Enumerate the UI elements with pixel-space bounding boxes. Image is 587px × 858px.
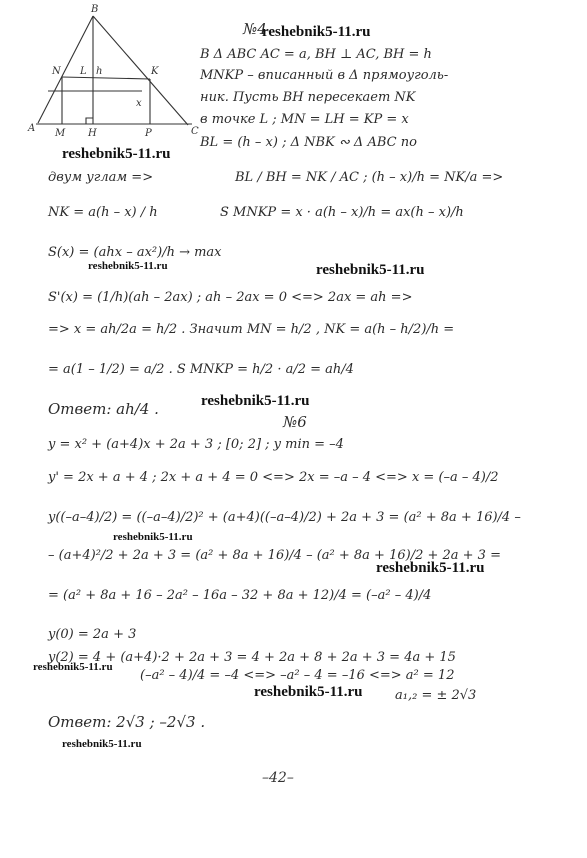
problem4-given-3: ник. Пусть BH пересекает NK xyxy=(200,90,416,105)
problem4-given-4: в точке L ; MN = LH = KP = x xyxy=(200,112,409,127)
side-nk xyxy=(62,77,150,79)
label-h: H xyxy=(88,128,97,139)
label-m: M xyxy=(55,128,66,139)
problem4-s-function: S(x) = (ahx – ax²)/h → max xyxy=(48,245,222,260)
problem6-eval-2: – (a+4)²/2 + 2a + 3 = (a² + 8a + 16)/4 – (a² + 8a + 16)/2 + 2a + 3 = xyxy=(48,548,501,563)
problem4-number: №4 xyxy=(243,20,267,38)
problem6-solve: (–a² – 4)/4 = –4 <=> –a² – 4 = –16 <=> a² = 12 xyxy=(140,668,455,683)
label-height: h xyxy=(96,66,103,77)
problem4-derivative: S'(x) = (1/h)(ah – 2ax) ; ah – 2ax = 0 <=> 2ax = ah => xyxy=(48,290,413,305)
problem4-x-value: => x = ah/2a = h/2 . Значит MN = h/2 , NK = a(h – h/2)/h = xyxy=(48,322,455,337)
problem6-y0: y(0) = 2a + 3 xyxy=(48,627,137,642)
label-a: A xyxy=(28,123,36,134)
problem6-derivative: y' = 2x + a + 4 ; 2x + a + 4 = 0 <=> 2x = –a – 4 <=> x = (–a – 4)/2 xyxy=(48,470,499,485)
problem6-answer: Ответ: 2√3 ; –2√3 . xyxy=(48,713,206,731)
watermark-10: reshebnik5-11.ru xyxy=(62,738,142,750)
label-l: L xyxy=(80,66,87,77)
problem4-given-5: BL = (h – x) ; Δ NBK ∾ Δ ABC по xyxy=(200,135,417,150)
problem4-answer: Ответ: ah/4 . xyxy=(48,400,159,418)
watermark-7: reshebnik5-11.ru xyxy=(376,560,485,576)
problem4-given-2: MNKP – вписанный в Δ прямоуголь- xyxy=(200,68,449,83)
label-k: K xyxy=(151,66,159,77)
label-n: N xyxy=(52,66,61,77)
problem6-function: y = x² + (a+4)x + 2a + 3 ; [0; 2] ; y min = –4 xyxy=(48,437,344,452)
problem4-nk-value: = a(1 – 1/2) = a/2 . S MNKP = h/2 · a/2 = ah/4 xyxy=(48,362,354,377)
problem4-nk-formula: NK = a(h – x) / h xyxy=(48,205,158,220)
watermark-2: reshebnik5-11.ru xyxy=(62,146,171,162)
right-angle-mark xyxy=(86,118,93,124)
label-b: B xyxy=(91,4,99,15)
problem4-given-1: В Δ ABC AC = a, BH ⊥ AC, BH = h xyxy=(200,47,432,62)
watermark-9: reshebnik5-11.ru xyxy=(254,684,363,700)
problem4-area-formula: S MNKP = x · a(h – x)/h = ax(h – x)/h xyxy=(220,205,464,220)
label-x: x xyxy=(136,98,142,109)
watermark-3: reshebnik5-11.ru xyxy=(88,260,168,272)
watermark-5: reshebnik5-11.ru xyxy=(201,393,310,409)
watermark-4: reshebnik5-11.ru xyxy=(316,262,425,278)
problem4-ratio: BL / BH = NK / AC ; (h – x)/h = NK/a => xyxy=(235,170,504,185)
watermark-8: reshebnik5-11.ru xyxy=(33,661,113,673)
label-c: C xyxy=(191,126,199,137)
page-number: –42– xyxy=(262,770,294,786)
watermark-1: reshebnik5-11.ru xyxy=(262,24,371,40)
watermark-6: reshebnik5-11.ru xyxy=(113,531,193,543)
problem6-y2: y(2) = 4 + (a+4)·2 + 2a + 3 = 4 + 2a + 8 + 2a + 3 = 4a + 15 xyxy=(48,650,456,665)
problem6-roots: a₁,₂ = ± 2√3 xyxy=(395,688,477,703)
label-p: P xyxy=(145,128,152,139)
problem6-eval-1: y((–a–4)/2) = ((–a–4)/2)² + (a+4)((–a–4)/2) + 2a + 3 = (a² + 8a + 16)/4 – xyxy=(48,510,521,525)
problem6-eval-3: = (a² + 8a + 16 – 2a² – 16a – 32 + 8a + 12)/4 = (–a² – 4)/4 xyxy=(48,588,432,603)
problem6-number: №6 xyxy=(283,413,307,431)
problem4-given-6: двум углам => xyxy=(48,170,154,185)
